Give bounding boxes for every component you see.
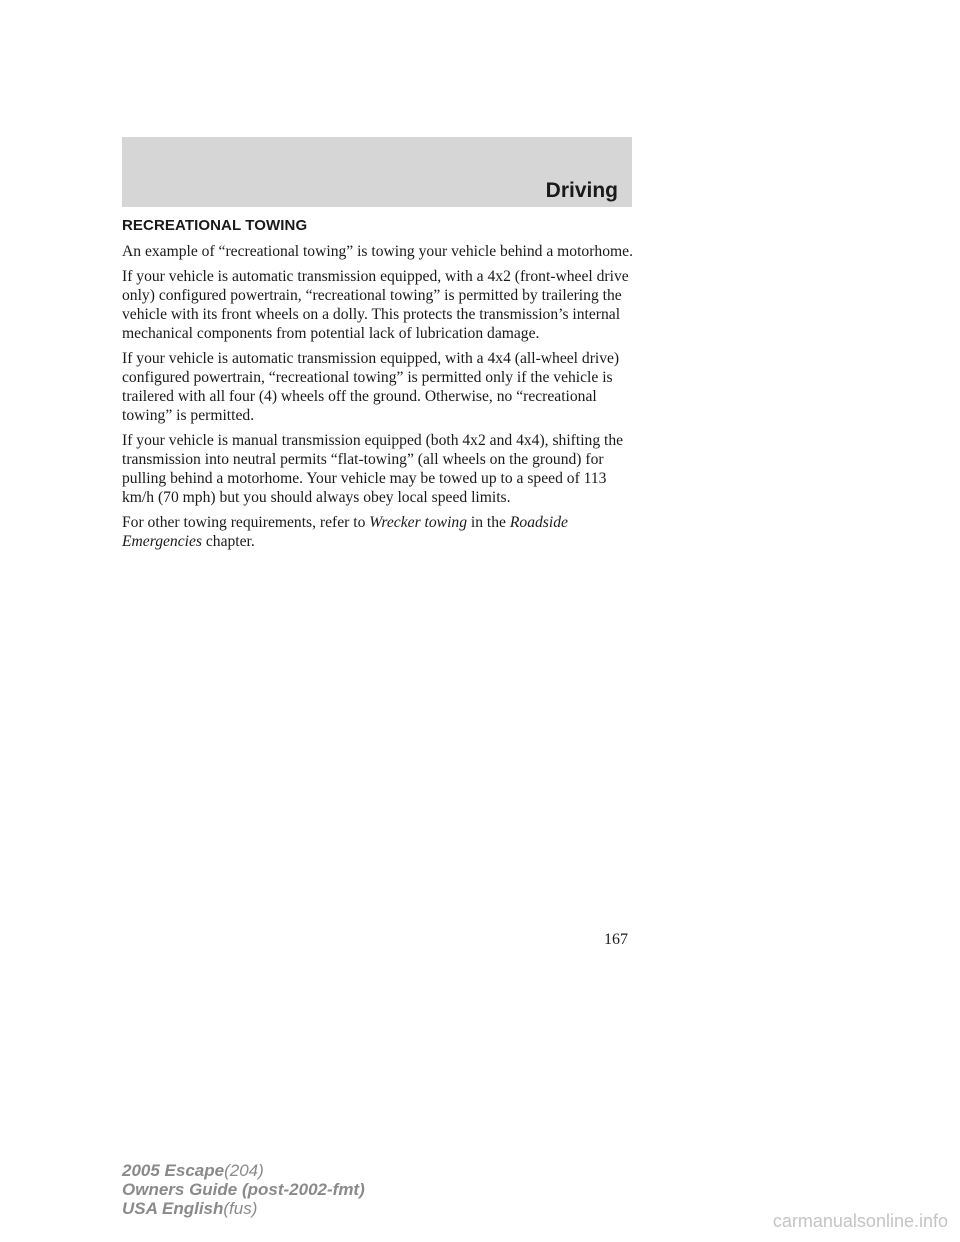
page-number: 167 bbox=[604, 931, 628, 948]
footer-line-1 bbox=[122, 1161, 365, 1180]
footer-line-2: Owners Guide (post-2002-fmt) bbox=[122, 1180, 365, 1199]
footer-language-code: (fus) bbox=[223, 1199, 258, 1218]
page-content bbox=[122, 216, 634, 557]
footer-model: 2005 Escape bbox=[122, 1161, 225, 1180]
paragraph-3: If your vehicle is automatic transmission equipped, with a 4x4 (all-wheel drive) configured powertrain, “recreational towing” is permitted only if the vehicle is trailered with all four (4) wheels off the ground. Otherwise, no “recreational towing” is permitted. bbox=[122, 350, 620, 424]
document-footer bbox=[122, 1161, 365, 1218]
site-watermark: carmanualsonline.info bbox=[772, 1211, 948, 1231]
chapter-header-band bbox=[122, 137, 632, 207]
paragraph-2: If your vehicle is automatic transmission equipped, with a 4x2 (front-wheel drive only) configured powertrain, “recreational towing” is permitted by trailering the vehicle with its front wheels on a dolly. This protects the transmission’s internal mechanical components from potential lack of lubrication damage. bbox=[122, 268, 629, 342]
paragraph-5-prefix: For other towing requirements, refer to bbox=[122, 514, 370, 531]
paragraph-1: An example of “recreational towing” is towing your vehicle behind a motorhome. bbox=[122, 243, 633, 260]
paragraph-5 bbox=[122, 513, 634, 551]
footer-model-code: (204) bbox=[224, 1161, 264, 1180]
paragraph-4: If your vehicle is manual transmission equipped (both 4x2 and 4x4), shifting the transmission into neutral permits “flat-towing” (all wheels on the ground) for pulling behind a motorhome. Your vehicle may be towed up to a speed of 113 km/h (70 mph) but you should always obey local speed limits. bbox=[122, 432, 624, 506]
chapter-title: Driving bbox=[545, 179, 618, 202]
roadside-emergencies-reference: Roadside Emergencies bbox=[122, 514, 568, 550]
footer-language: USA English bbox=[122, 1199, 224, 1218]
paragraph-5-middle: in the bbox=[467, 514, 510, 531]
paragraph-5-suffix: chapter. bbox=[201, 533, 255, 550]
footer-line-3 bbox=[122, 1199, 365, 1218]
section-heading: RECREATIONAL TOWING bbox=[122, 217, 308, 234]
wrecker-towing-reference: Wrecker towing bbox=[369, 514, 467, 531]
